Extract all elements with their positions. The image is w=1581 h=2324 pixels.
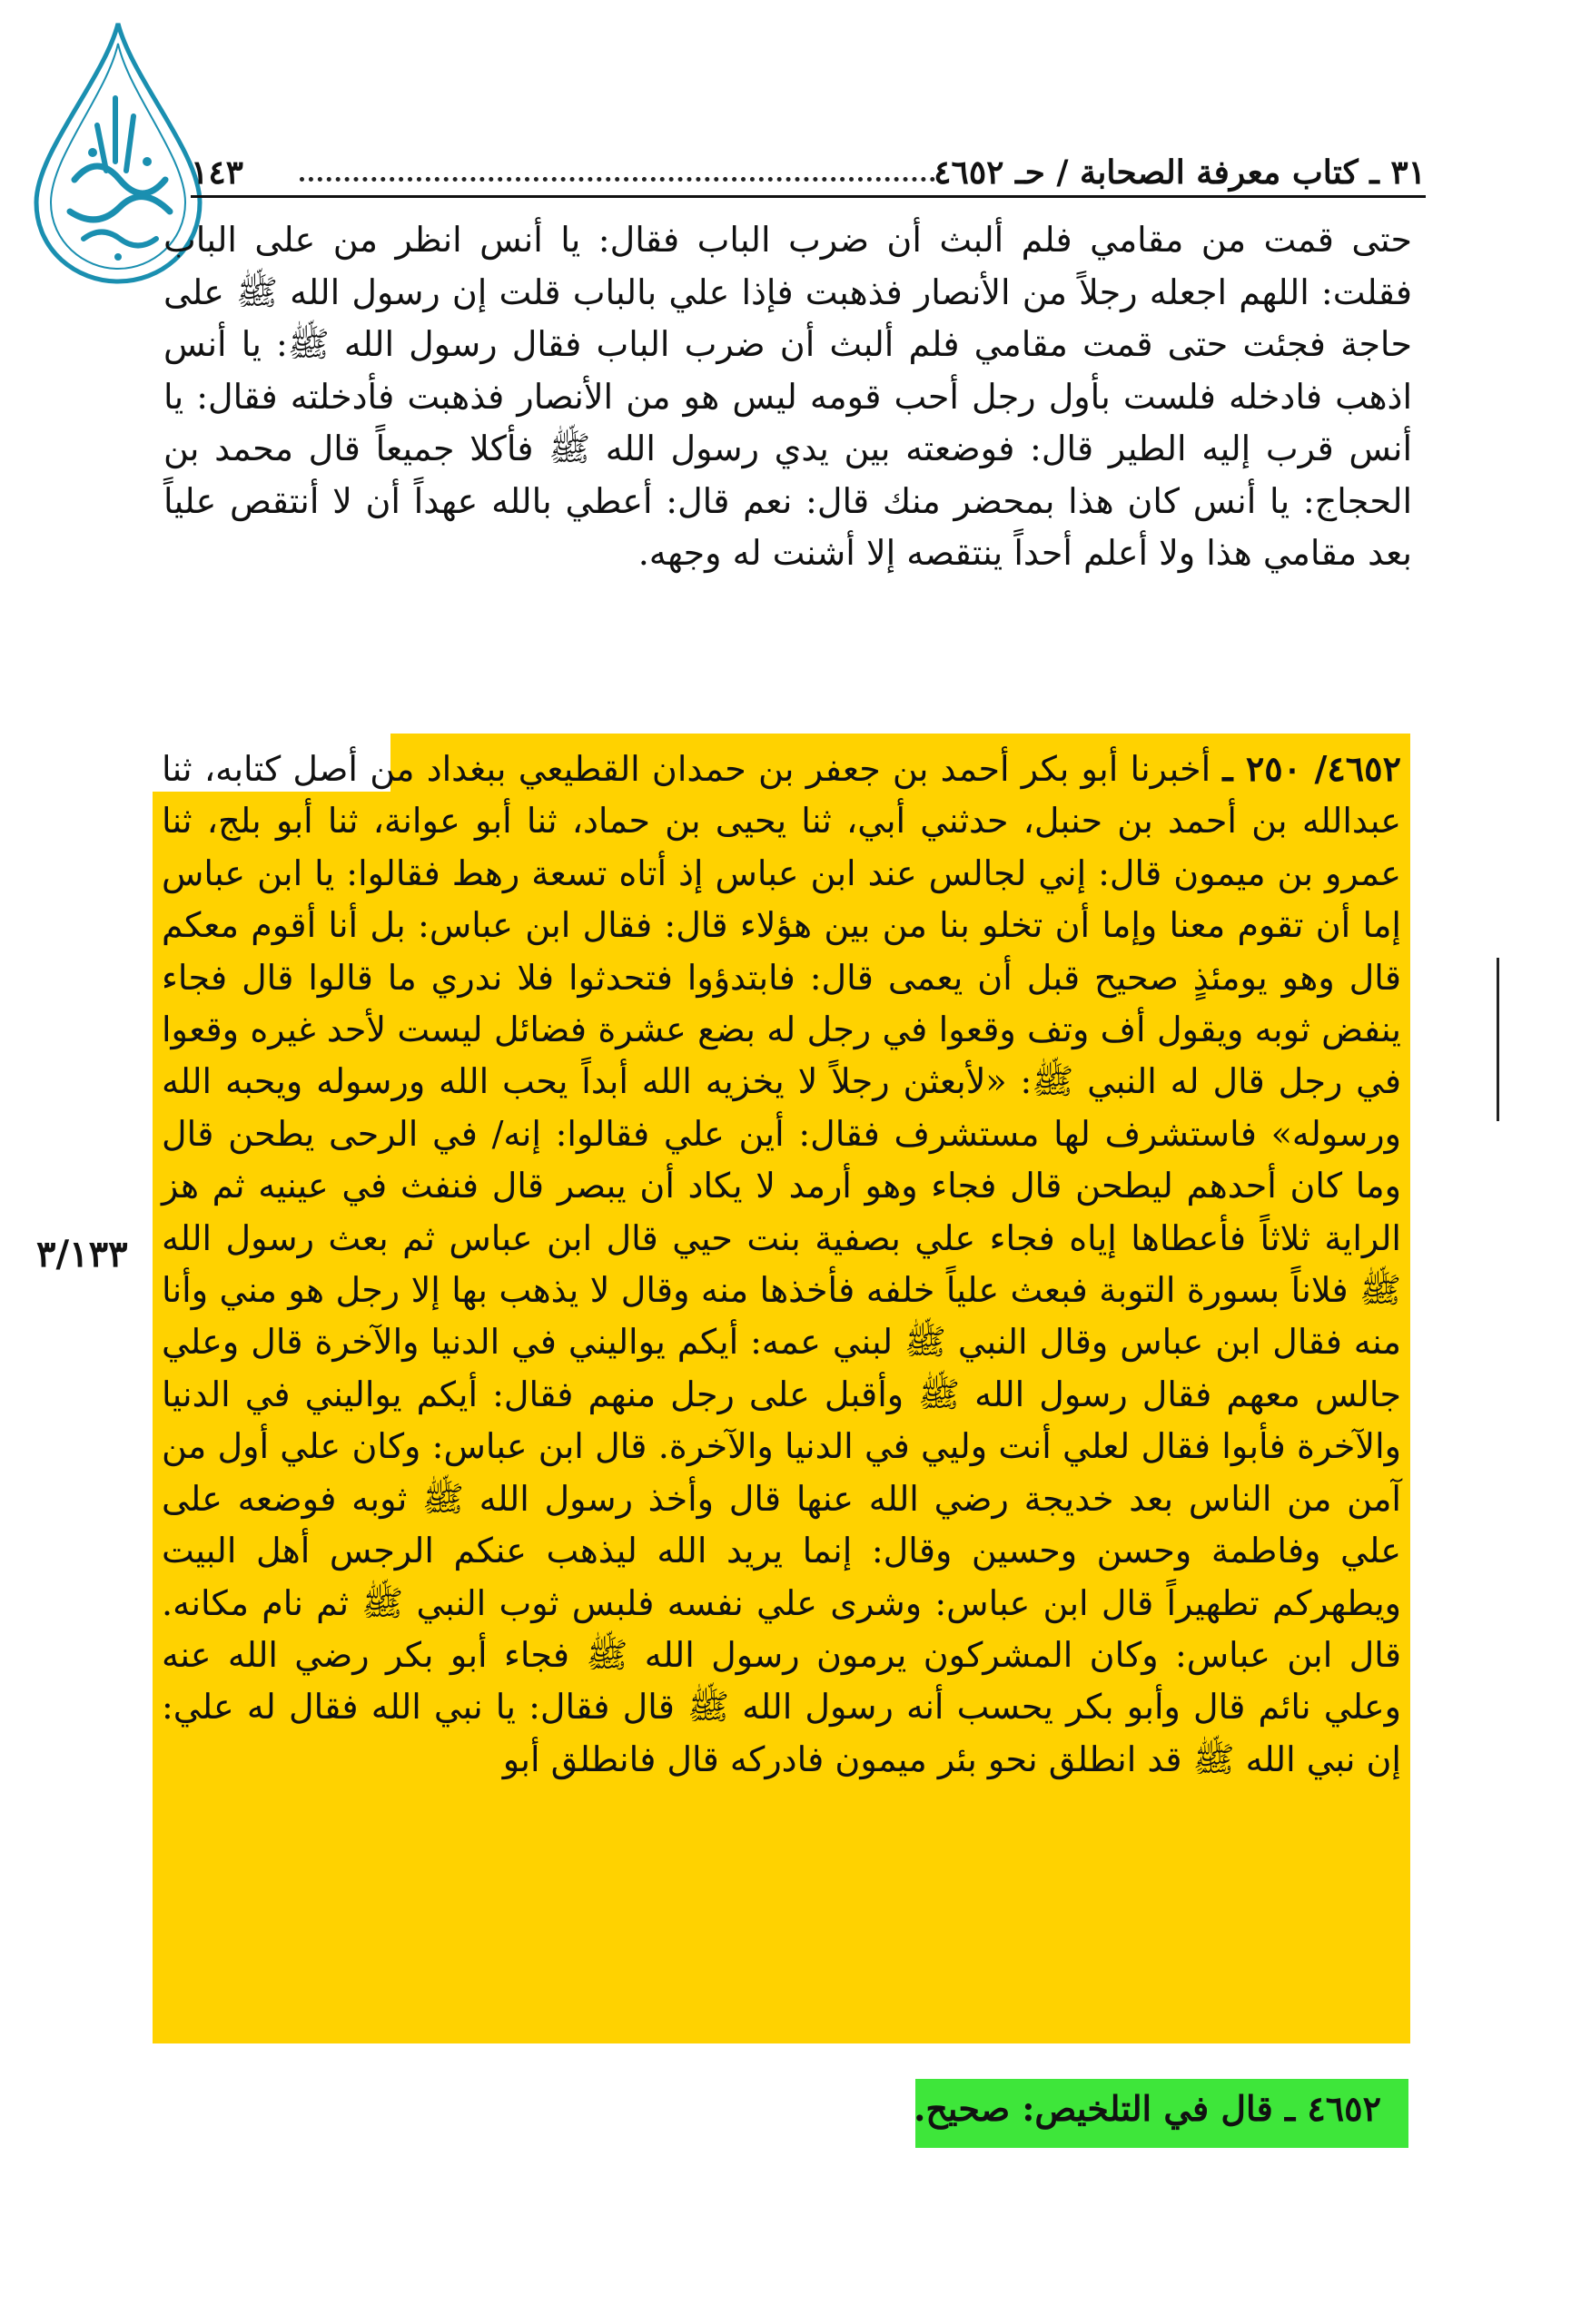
margin-reference: ٣/١٣٣ — [36, 1233, 128, 1275]
summary-note: ٤٦٥٢ ـ قال في التلخيص: صحيح. — [914, 2088, 1381, 2129]
hadith-text: أخبرنا أبو بكر أحمد بن جعفر بن حمدان القطيعي ببغداد من أصل كتابه، ثنا عبدالله بن أحمد بن حنبل، حدثني أبي، ثنا يحيى بن حماد، ثنا أبو عوانة، ثنا أبو بلج، ثنا عمرو بن ميمون قال: إني لجالس عند ابن عباس إذ أتاه تسعة رهط فقالوا: يا ابن عباس إما أن تقوم معنا وإما أن تخلو بنا من بين هؤلاء قال: فقال ابن عباس: بل أنا أقوم معكم قال وهو يومئذٍ صحيح قبل أن يعمى قال: فابتدؤوا فتحدثوا فلا ندري ما قالوا قال فجاء ينفض ثوبه ويقول أف وتف وقعوا في رجل له بضع عشرة فضائل ليست لأحد غيره وقعوا في رجل قال له النبي ﷺ: «لأبعثن رجلاً لا يخزيه الله أبداً يحب الله ورسوله ويحبه الله ورسوله» فاستشرف لها مستشرف فقال: أين علي فقالوا: إنه/ في الرحى يطحن قال وما كان أحدهم ليطحن قال فجاء وهو أرمد لا يكاد أن يبصر قال فنفث في عينيه ثم هز الراية ثلاثاً فأعطاها إياه فجاء علي بصفية بنت حيي قال ابن عباس ثم بعث رسول الله ﷺ فلاناً بسورة التوبة فبعث علياً خلفه فأخذها منه وقال لا يذهب بها إلا رجل هو مني وأنا منه فقال ابن عباس وقال النبي ﷺ لبني عمه: أيكم يواليني في الدنيا والآخرة قال وعلي جالس معهم فقال رسول الله ﷺ وأقبل على رجل منهم فقال: أيكم يواليني في الدنيا والآخرة فأبوا فقال لعلي أنت وليي في الدنيا والآخرة. قال ابن عباس: وكان علي أول من آمن من الناس بعد خديجة رضي الله عنها قال وأخذ رسول الله ﷺ ثوبه فوضعه على علي وفاطمة وحسن وحسين وقال: إنما يريد الله ليذهب عنكم الرجس أهل البيت ويطهركم تطهيراً قال ابن عباس: وشرى علي نفسه فلبس ثوب النبي ﷺ ثم نام مكانه. قال ابن عباس: وكان المشركون يرمون رسول الله ﷺ فجاء أبو بكر رضي الله عنه وعلي نائم قال وأبو بكر يحسب أنه رسول الله ﷺ قال فقال: يا نبي الله فقال له علي: إن نبي الله ﷺ قد انطلق نحو بئر ميمون فادركه قال فانطلق أبو — [162, 749, 1401, 1779]
header-dot-leader — [300, 159, 935, 182]
summary-note-box — [915, 2079, 1408, 2148]
page-header — [191, 150, 1426, 198]
margin-rule — [1497, 958, 1499, 1121]
header-title: ٣١ ـ كتاب معرفة الصحابة / حـ ٤٦٥٢ — [934, 153, 1426, 192]
page-number: ١٤٣ — [191, 153, 244, 192]
hadith-number: ٤٦٥٢/ ٢٥٠ ـ — [1222, 748, 1401, 789]
continuation-paragraph: حتى قمت من مقامي فلم ألبث أن ضرب الباب فقال: يا أنس انظر من على الباب فقلت: اللهم اجعله رجلاً من الأنصار فذهبت فإذا علي بالباب قلت إن رسول الله ﷺ على حاجة فجئت حتى قمت مقامي فلم ألبث أن ضرب الباب فقال رسول الله ﷺ: يا أنس اذهب فادخله فلست بأول رجل أحب قومه ليس هو من الأنصار فذهبت فأدخلته فقال: يا أنس قرب إليه الطير قال: فوضعته بين يدي رسول الله ﷺ فأكلا جميعاً قال محمد بن الحجاج: يا أنس كان هذا بمحضر منك قال: نعم قال: أعطي بالله عهداً أن لا أنتقص علياً بعد مقامي هذا ولا أعلم أحداً ينتقصه إلا أشنت له وجهه. — [163, 220, 1412, 573]
hadith-paragraph — [162, 743, 1401, 1786]
